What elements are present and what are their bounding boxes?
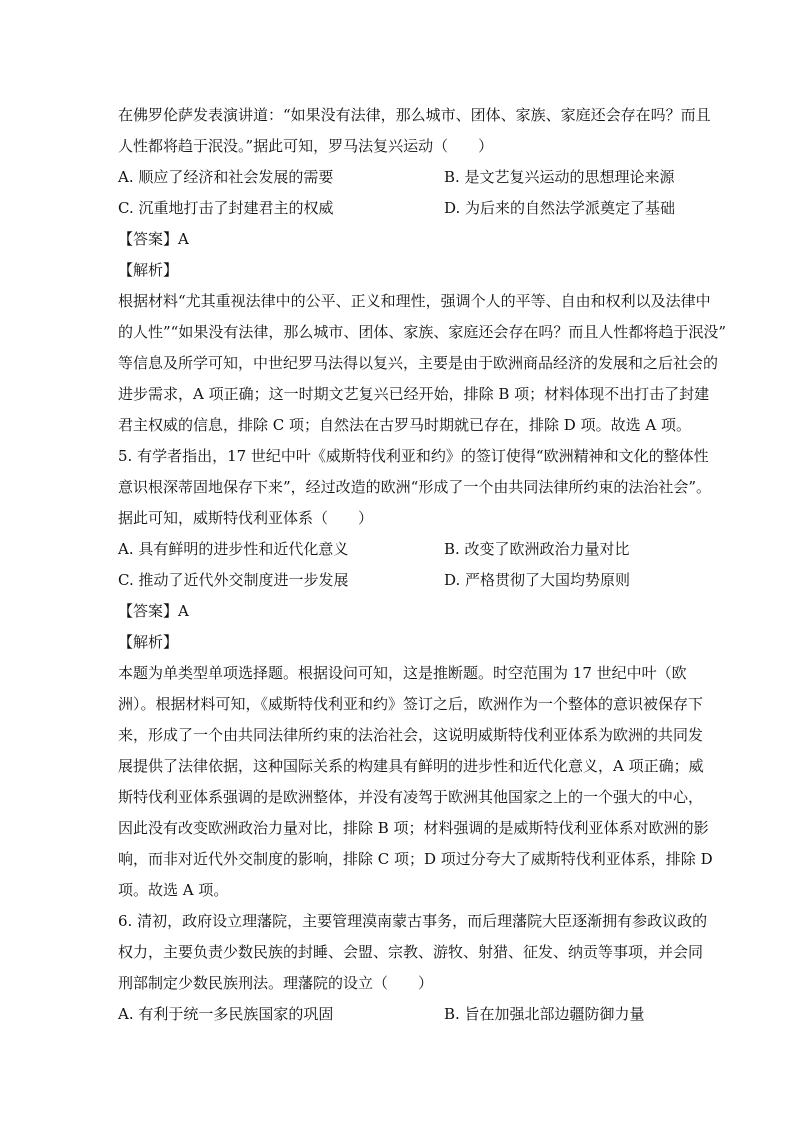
q4-analysis-line-5: 君主权威的信息，排除 C 项；自然法在古罗马时期就已存在，排除 D 项。故选 A 项。 — [118, 416, 691, 434]
q4-options-row-1 — [118, 162, 678, 193]
q4-analysis-label: 【解析】 — [118, 261, 179, 279]
q5-option-a: A. 具有鲜明的进步性和近代化意义 — [118, 540, 349, 558]
q6-stem-line-3: 刑部制定少数民族刑法。理藩院的设立（ ） — [118, 974, 434, 992]
q4-answer: 【答案】A — [118, 230, 189, 248]
q4-analysis-line-2: 的人性”“如果没有法律，那么城市、团体、家族、家庭还会存在吗？而且人性都将趋于泯没” — [118, 323, 727, 341]
q5-option-d: D. 严格贯彻了大国均势原则 — [444, 571, 631, 589]
q4-stem-line-1: 在佛罗伦萨发表演讲道：“如果没有法律，那么城市、团体、家族、家庭还会存在吗？而且 — [118, 106, 711, 124]
q5-option-b: B. 改变了欧洲政治力量对比 — [444, 540, 630, 558]
q6-option-a: A. 有利于统一多民族国家的巩固 — [118, 1005, 334, 1023]
q5-options-row-1 — [118, 534, 678, 565]
q4-options-row-2 — [118, 193, 678, 224]
q4-analysis-line-3: 等信息及所学可知，中世纪罗马法得以复兴，主要是由于欧洲商品经济的发展和之后社会的 — [118, 354, 719, 372]
q5-option-c: C. 推动了近代外交制度进一步发展 — [118, 571, 349, 589]
q4-option-a: A. 顺应了经济和社会发展的需要 — [118, 168, 334, 186]
q4-option-c: C. 沉重地打击了封建君主的权威 — [118, 199, 334, 217]
q4-option-d: D. 为后来的自然法学派奠定了基础 — [444, 199, 676, 217]
q5-analysis-line-1: 本题为单类型单项选择题。根据设问可知，这是推断题。时空范围为 17 世纪中叶（欧 — [118, 664, 687, 682]
q5-analysis-line-3: 来，形成了一个由共同法律所约束的法治社会，这说明威斯特伐利亚体系为欧洲的共同发 — [118, 726, 704, 744]
q4-stem-line-2: 人性都将趋于泯没。”据此可知，罗马法复兴运动（ ） — [118, 137, 494, 155]
question-6 — [118, 906, 708, 1030]
q4-analysis-line-4: 进步需求，A 项正确；这一时期文艺复兴已经开始，排除 B 项；材料体现不出打击了封建 — [118, 385, 710, 403]
q5-analysis-line-4: 展提供了法律依据，这种国际关系的构建具有鲜明的进步性和近代化意义，A 项正确；威 — [118, 757, 704, 775]
q6-stem-line-2: 权力，主要负责少数民族的封睡、会盟、宗教、游牧、射猎、征发、纳贡等事项，并会同 — [118, 943, 704, 961]
q5-analysis-line-2: 洲）。根据材料可知，《威斯特伐利亚和约》签订之后，欧洲作为一个整体的意识被保存下 — [118, 695, 704, 713]
question-5 — [118, 441, 713, 906]
q6-options-row-1 — [118, 999, 678, 1030]
q6-option-b: B. 旨在加强北部边疆防御力量 — [444, 1005, 645, 1023]
q5-stem-line-2: 意识根深蒂固地保存下来”，经过改造的欧洲“形成了一个由共同法律所约束的法治社会”。 — [118, 478, 712, 496]
page-content — [118, 100, 727, 1030]
q5-analysis-line-8: 项。故选 A 项。 — [118, 881, 229, 899]
q5-answer: 【答案】A — [118, 602, 189, 620]
q5-options-row-2 — [118, 565, 678, 596]
q5-stem-line-1: 5. 有学者指出，17 世纪中叶《威斯特伐利亚和约》的签订使得“欧洲精神和文化的整体性 — [118, 447, 709, 465]
q5-analysis-line-6: 因此没有改变欧洲政治力量对比，排除 B 项；材料强调的是威斯特伐利亚体系对欧洲的影 — [118, 819, 709, 837]
q6-stem-line-1: 6. 清初，政府设立理藩院，主要管理漠南蒙古事务，而后理藩院大臣逐渐拥有参政议政的 — [118, 912, 708, 930]
q4-analysis-line-1: 根据材料“尤其重视法律中的公平、正义和理性，强调个人的平等、自由和权利以及法律中 — [118, 292, 711, 310]
q5-analysis-line-7: 响，而非对近代外交制度的影响，排除 C 项；D 项过分夸大了威斯特伐利亚体系，排除 D — [118, 850, 713, 868]
q5-analysis-label: 【解析】 — [118, 633, 179, 651]
question-4 — [118, 100, 727, 441]
q5-stem-line-3: 据此可知，威斯特伐利亚体系（ ） — [118, 509, 374, 527]
q4-option-b: B. 是文艺复兴运动的思想理论来源 — [444, 168, 675, 186]
q5-analysis-line-5: 斯特伐利亚体系强调的是欧洲整体，并没有凌驾于欧洲其他国家之上的一个强大的中心， — [118, 788, 704, 806]
